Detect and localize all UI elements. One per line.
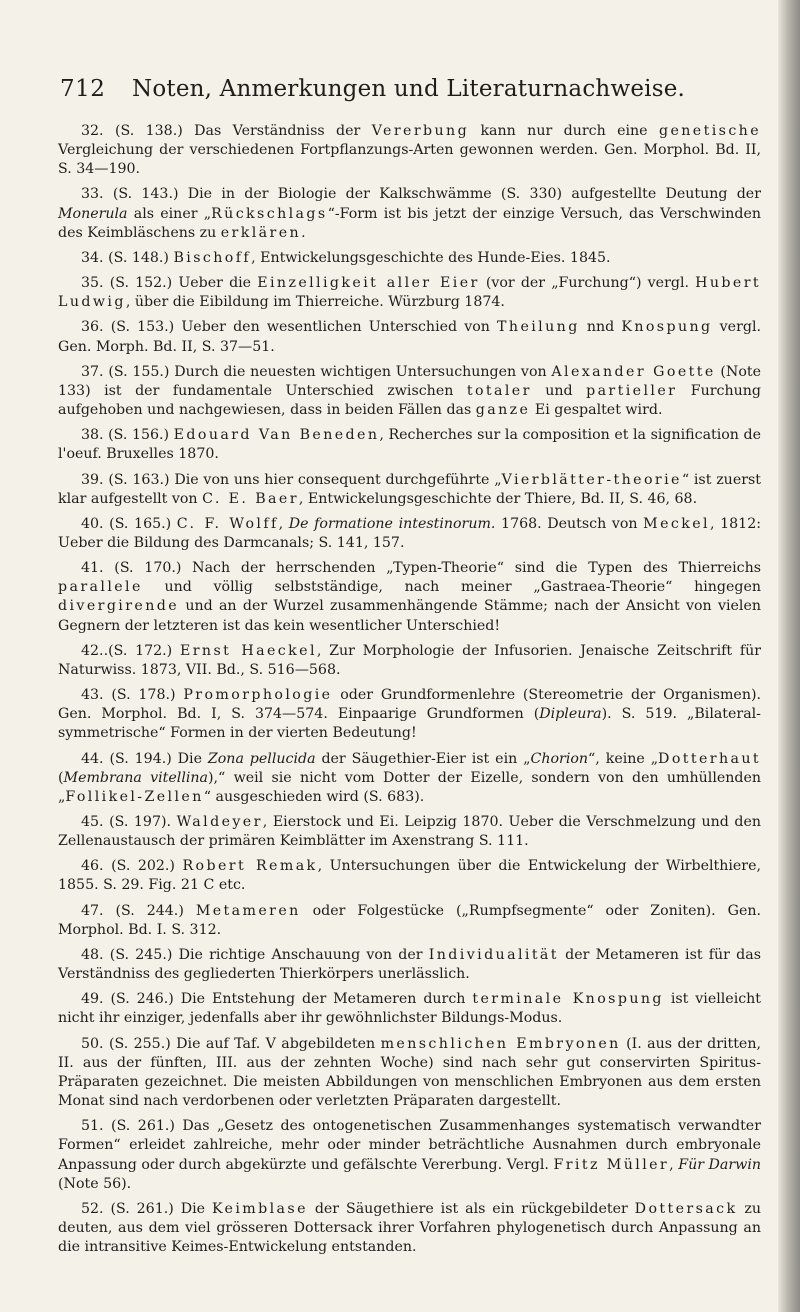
page-edge-shadow: [778, 0, 800, 1312]
spaced-text: genetische: [658, 123, 761, 139]
note-text: , über die Eibildung im Thierreiche. Würzburg 1874.: [125, 294, 505, 311]
note-text: , Zur Morphologie der Infusorien. Jenaische Zeitschrift für Naturwiss. 1873, VII. Bd., S. 516—568.: [58, 642, 761, 678]
spaced-text: Knospung: [621, 319, 713, 336]
note-text: 37. (S. 155.) Durch die neuesten wichtigen Untersuchungen von: [81, 363, 552, 380]
note-text: 40. (S. 165.): [81, 515, 177, 532]
note-text: 50. (S. 255.) Die auf Taf. V abgebildeten: [81, 1035, 381, 1052]
note-text: , 1812: Ueber die Bildung des Darmcanals; S. 141, 157.: [58, 515, 761, 551]
note-item: [58, 559, 761, 636]
note-item: [58, 426, 761, 464]
note-item: [58, 990, 761, 1028]
spaced-text: Individualität: [428, 946, 559, 963]
spaced-text: Rückschlags: [211, 205, 328, 222]
note-text: oder Grundformenlehre (Stereometrie der Organismen). Gen. Morphol. Bd. I, S. 374—574. Einpaarige Grundformen (: [58, 687, 762, 723]
note-item: [58, 318, 761, 356]
note-item: [58, 857, 761, 895]
note-text: “ ausgeschieden wird (S. 683).: [203, 788, 425, 805]
spaced-text: Vierblätter-theorie: [501, 471, 682, 488]
note-text: Furchung aufgehoben und nachgewiesen, dass in beiden Fällen das: [58, 382, 761, 419]
spaced-text: Waldeyer: [176, 814, 263, 830]
note-item: [58, 249, 761, 268]
italic-text: Dipleura: [539, 706, 602, 723]
spaced-text: parallele: [58, 579, 143, 596]
note-text: 33. (S. 143.) Die in der Biologie der Kalkschwämme (S. 330) aufgestellte Deutung der: [81, 186, 761, 203]
note-item: [58, 642, 761, 680]
note-text: und: [531, 382, 587, 399]
note-text: ),“ weil sie nicht vom Dotter der Eizelle, sondern von den umhüllenden „: [58, 769, 761, 805]
spaced-text: Fritz Müller: [553, 1156, 670, 1173]
spaced-text: Dotterhaut: [658, 750, 761, 767]
note-text: und völlig selbstständige, nach meiner „Gastraea-Theorie“ hingegen: [142, 579, 761, 596]
spaced-text: Promorphologie: [183, 687, 333, 704]
note-text: nnd: [579, 319, 622, 336]
note-text: (vor der „Furchung“) vergl.: [479, 275, 696, 292]
note-text: 51. (S. 261.) Das „Gesetz des ontogenetischen Zusammenhanges systematisch verwandter Formen“ erleidet zahlreiche, mehr oder minder beträchtliche Ausnahmen durch embryonale Anpassung oder durch abgekürzte und gefälschte Vererbung. Vergl.: [58, 1118, 761, 1173]
note-text: 43. (S. 178.): [81, 687, 184, 704]
spaced-text: erklären: [220, 224, 302, 241]
spaced-text: partieller: [586, 382, 678, 399]
note-item: [58, 750, 761, 807]
note-text: Ei gespaltet wird.: [530, 402, 663, 419]
note-item: [58, 122, 761, 179]
note-text: zu deuten, aus dem viel grösseren Dottersack ihrer Vorfahren phylogenetisch durch Anpassung an die intransitive Keimes-Entwickelung entstanden.: [58, 1200, 761, 1256]
note-text: (Note 56).: [58, 1175, 132, 1192]
spaced-text: Einzelligkeit aller Eier: [257, 275, 480, 292]
note-text: 35. (S. 152.) Ueber die: [81, 275, 258, 292]
note-text: 52. (S. 261.) Die: [81, 1200, 212, 1217]
spaced-text: Dottersack: [634, 1200, 738, 1217]
spaced-text: Robert Remak: [182, 858, 318, 875]
note-item: [58, 946, 761, 984]
spaced-text: C. E. Baer: [202, 490, 299, 507]
spaced-text: Vererbung: [371, 123, 470, 139]
note-text: (I. aus der dritten, II. aus der fünften, III. aus der zehnten Woche) sind nach sehr gut conservirten Spiritus-Präparaten gezeichnet. Die meisten Abbildungen von menschlichen Embryonen aus dem ersten Monat sind nach verdorbenen oder verletzten Präparaten dargestellt.: [58, 1035, 761, 1110]
note-text: 45. (S. 197).: [81, 814, 177, 830]
note-text: 44. (S. 194.) Die: [81, 750, 208, 767]
spaced-text: terminale Knospung: [472, 991, 664, 1008]
page-header: [60, 76, 760, 102]
spaced-text: Alexander Goette: [551, 363, 716, 380]
note-item: [58, 363, 761, 420]
italic-text: Chorion: [530, 750, 589, 767]
note-text: als einer „: [127, 205, 212, 222]
note-text: , Entwickelungsgeschichte der Thiere, Bd. II, S. 46, 68.: [298, 490, 698, 507]
note-item: [58, 902, 761, 940]
note-text: “-Form ist bis jetzt der einzige Versuch, das Verschwinden des Keimbläschens zu: [58, 205, 762, 241]
note-item: [58, 1035, 761, 1112]
note-item: [58, 185, 761, 242]
note-text: 48. (S. 245.) Die richtige Anschauung von der: [81, 946, 429, 963]
spaced-text: Follikel-Zellen: [65, 788, 204, 805]
note-item: [58, 274, 761, 312]
italic-text: Zona pellucida: [207, 750, 316, 767]
note-text: ,: [278, 515, 289, 532]
note-text: , Entwickelungsgeschichte des Hunde-Eies. 1845.: [251, 249, 611, 266]
note-text: ist vielleicht nicht ihr einziger, jedenfalls aber ihr gewöhnlichster Bildungs-Modus.: [58, 991, 762, 1027]
note-text: , Recherches sur la composition et la signification de l'oeuf. Bruxelles 1870.: [58, 427, 761, 463]
note-item: [58, 515, 761, 553]
notes-list: [58, 122, 761, 1263]
note-text: oder Folgestücke („Rumpfsegmente“ oder Zoniten). Gen. Morphol. Bd. I. S. 312.: [58, 902, 761, 938]
note-item: [58, 686, 761, 743]
note-text: “, keine „: [588, 750, 659, 767]
spaced-text: Hubert Ludwig: [58, 275, 761, 311]
note-text: und an der Wurzel zusammenhängende Stämme; nach der Ansicht von vielen Gegnern der letzteren ist das kein wesentlicher Unterschied!: [58, 598, 761, 634]
note-text: 36. (S. 153.) Ueber den wesentlichen Unterschied von: [81, 319, 498, 336]
note-text: vergl. Gen. Morph. Bd. II, S. 37—51.: [58, 319, 761, 355]
note-text: 34. (S. 148.): [81, 249, 174, 266]
spaced-text: Bischoff: [173, 249, 252, 266]
note-text: der Säugethiere ist als ein rückgebildeter: [307, 1200, 635, 1217]
note-text: 46. (S. 202.): [81, 858, 183, 875]
spaced-text: menschlichen Embryonen: [380, 1035, 621, 1052]
italic-text: Membrana vitellina: [63, 769, 208, 786]
note-item: [58, 813, 761, 851]
note-text: “ ist zuerst klar aufgestellt von: [58, 471, 761, 507]
note-item: [58, 471, 761, 509]
italic-text: Monerula: [58, 205, 128, 222]
note-text: Vergleichung der verschiedenen Fortpflanzungs-Arten gewonnen werden. Gen. Morphol. Bd. II, S. 34—190.: [58, 142, 761, 178]
spaced-text: Keimblase: [211, 1200, 308, 1217]
note-item: [58, 1117, 761, 1194]
note-text: ,: [669, 1156, 679, 1173]
running-title: Noten, Anmerkungen und Literaturnachweise.: [132, 76, 686, 102]
note-text: 32. (S. 138.) Das Verständniss der: [81, 123, 372, 139]
note-text: .: [301, 224, 306, 241]
spaced-text: C. F. Wolff: [176, 515, 279, 532]
note-text: , Untersuchungen über die Entwickelung der Wirbelthiere, 1855. S. 29. Fig. 21 C etc.: [58, 858, 761, 894]
note-text: 49. (S. 246.) Die Entstehung der Metameren durch: [81, 991, 473, 1008]
spaced-text: Ernst Haeckel: [179, 642, 317, 659]
note-item: [58, 1200, 761, 1257]
page-number: 712: [60, 76, 106, 102]
spaced-text: Meckel: [643, 515, 710, 532]
note-text: 38. (S. 156.): [81, 427, 174, 444]
note-text: der Metameren ist für das Verständniss des gegliederten Thierkörpers unerlässlich.: [58, 946, 761, 983]
spaced-text: Metameren: [195, 902, 301, 919]
note-text: 47. (S. 244.): [81, 902, 196, 919]
note-text: der Säugethier-Eier ist ein „: [315, 750, 531, 767]
spaced-text: ganze: [475, 402, 531, 419]
note-text: 42..(S. 172.): [81, 642, 180, 659]
note-text: kann nur durch eine: [469, 123, 659, 139]
spaced-text: Edouard Van Beneden: [173, 427, 380, 444]
note-text: ). S. 519. „Bilateral-symmetrische“ Formen in der vierten Bedeutung!: [58, 706, 761, 742]
note-text: (Note 133) ist der fundamentale Unterschied zwischen: [58, 363, 761, 399]
note-text: , Eierstock und Ei. Leipzig 1870. Ueber die Verschmelzung und den Zellenaustausch der primären Keimblätter im Axenstrang S. 111.: [58, 814, 761, 850]
italic-text: De formatione intestinorum.: [288, 515, 496, 532]
spaced-text: divergirende: [58, 598, 180, 615]
spaced-text: totaler: [466, 382, 532, 399]
note-text: 39. (S. 163.) Die von uns hier consequent durchgeführte „: [81, 471, 502, 488]
note-text: 41. (S. 170.) Nach der herrschenden „Typen-Theorie“ sind die Typen des Thierreichs: [81, 560, 761, 577]
italic-text: Für Darwin: [678, 1156, 761, 1173]
note-text: (: [58, 769, 64, 786]
spaced-text: Theilung: [497, 319, 580, 336]
note-text: 1768. Deutsch von: [495, 515, 644, 532]
